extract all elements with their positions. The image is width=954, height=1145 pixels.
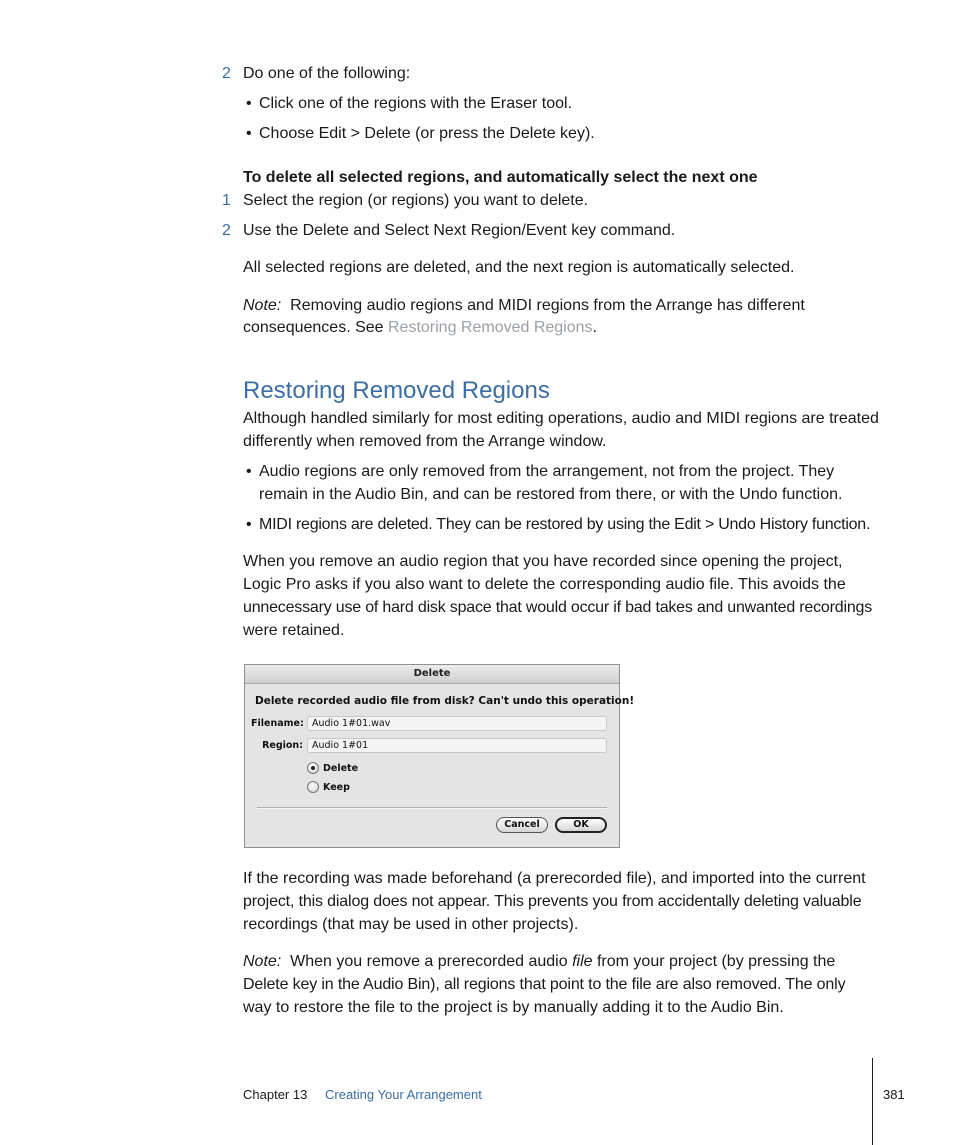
bullet-text: Audio regions are only removed from the arrangement, not from the project. They (259, 463, 835, 480)
bullet-mark: • (246, 516, 252, 533)
region-label: Region: (262, 740, 303, 751)
body-line: When you remove an audio region that you have recorded since opening the project, (243, 553, 843, 570)
note-line (243, 950, 835, 973)
note-text: Removing audio regions and MIDI regions from the Arrange has different (290, 297, 805, 314)
cancel-button[interactable]: Cancel (496, 817, 548, 833)
bullet-text: MIDI regions are deleted. They can be restored by using the Edit > Undo History function. (259, 516, 871, 533)
step-text: Do one of the following: (243, 65, 411, 82)
note-text: When you remove a prerecorded audio (290, 953, 573, 970)
note-emphasis: file (572, 953, 593, 970)
note-label: Note: (243, 297, 282, 314)
bullet-mark: • (246, 95, 252, 112)
body-line: Logic Pro asks if you also want to delete the corresponding audio file. This avoids the (243, 576, 846, 593)
step-number: 2 (222, 222, 231, 239)
cross-reference-link[interactable]: Restoring Removed Regions (388, 319, 593, 336)
body-line: If the recording was made beforehand (a prerecorded file), and imported into the current (243, 870, 866, 887)
note-line (243, 294, 805, 317)
step-number: 2 (222, 65, 231, 82)
note-text: from your project (by pressing the (592, 953, 836, 970)
keep-radio[interactable] (307, 781, 319, 793)
filename-label: Filename: (251, 718, 304, 729)
task-subheading: To delete all selected regions, and automatically select the next one (243, 169, 758, 186)
bullet-text: Choose Edit > Delete (or press the Delete key). (259, 125, 595, 142)
bullet-mark: • (246, 463, 252, 480)
section-heading: Restoring Removed Regions (243, 377, 550, 404)
body-line: recordings (that may be used in other projects). (243, 916, 579, 933)
note-line (243, 316, 597, 339)
step-text: Use the Delete and Select Next Region/Event key command. (243, 222, 676, 239)
region-field[interactable]: Audio 1#01 (307, 738, 607, 753)
dialog-message: Delete recorded audio file from disk? Can't undo this operation! (255, 695, 635, 707)
bullet-text: remain in the Audio Bin, and can be restored from there, or with the Undo function. (259, 486, 843, 503)
step-text: Select the region (or regions) you want to delete. (243, 192, 589, 209)
body-line: project, this dialog does not appear. This prevents you from accidentally deleting valuable (243, 893, 862, 910)
note-line: Delete key in the Audio Bin), all regions that point to the file are also removed. The only (243, 976, 846, 993)
intro-line: Although handled similarly for most editing operations, audio and MIDI regions are treated (243, 410, 879, 427)
body-paragraph: All selected regions are deleted, and the next region is automatically selected. (243, 259, 795, 276)
note-line: way to restore the file to the project is by manually adding it to the Audio Bin. (243, 999, 784, 1016)
body-line: were retained. (243, 622, 345, 639)
intro-line: differently when removed from the Arrange window. (243, 433, 607, 450)
body-line: unnecessary use of hard disk space that would occur if bad takes and unwanted recordings (243, 599, 873, 616)
note-text: consequences. See (243, 319, 388, 336)
step-number: 1 (222, 192, 231, 209)
ok-button[interactable]: OK (555, 817, 607, 833)
footer-divider (872, 1058, 873, 1145)
bullet-mark: • (246, 125, 252, 142)
delete-radio[interactable] (307, 762, 319, 774)
dialog-title: Delete (245, 665, 619, 684)
footer-chapter: Chapter 13 (243, 1087, 308, 1102)
bullet-text: Click one of the regions with the Eraser tool. (259, 95, 573, 112)
note-label: Note: (243, 953, 282, 970)
footer-chapter-title: Creating Your Arrangement (325, 1087, 482, 1102)
keep-radio-label: Keep (323, 782, 350, 793)
delete-dialog (244, 664, 635, 848)
page-number: 381 (883, 1087, 905, 1102)
filename-field[interactable]: Audio 1#01.wav (307, 716, 607, 731)
note-text: . (592, 319, 597, 336)
delete-radio-label: Delete (323, 763, 359, 774)
dialog-divider (257, 807, 607, 809)
